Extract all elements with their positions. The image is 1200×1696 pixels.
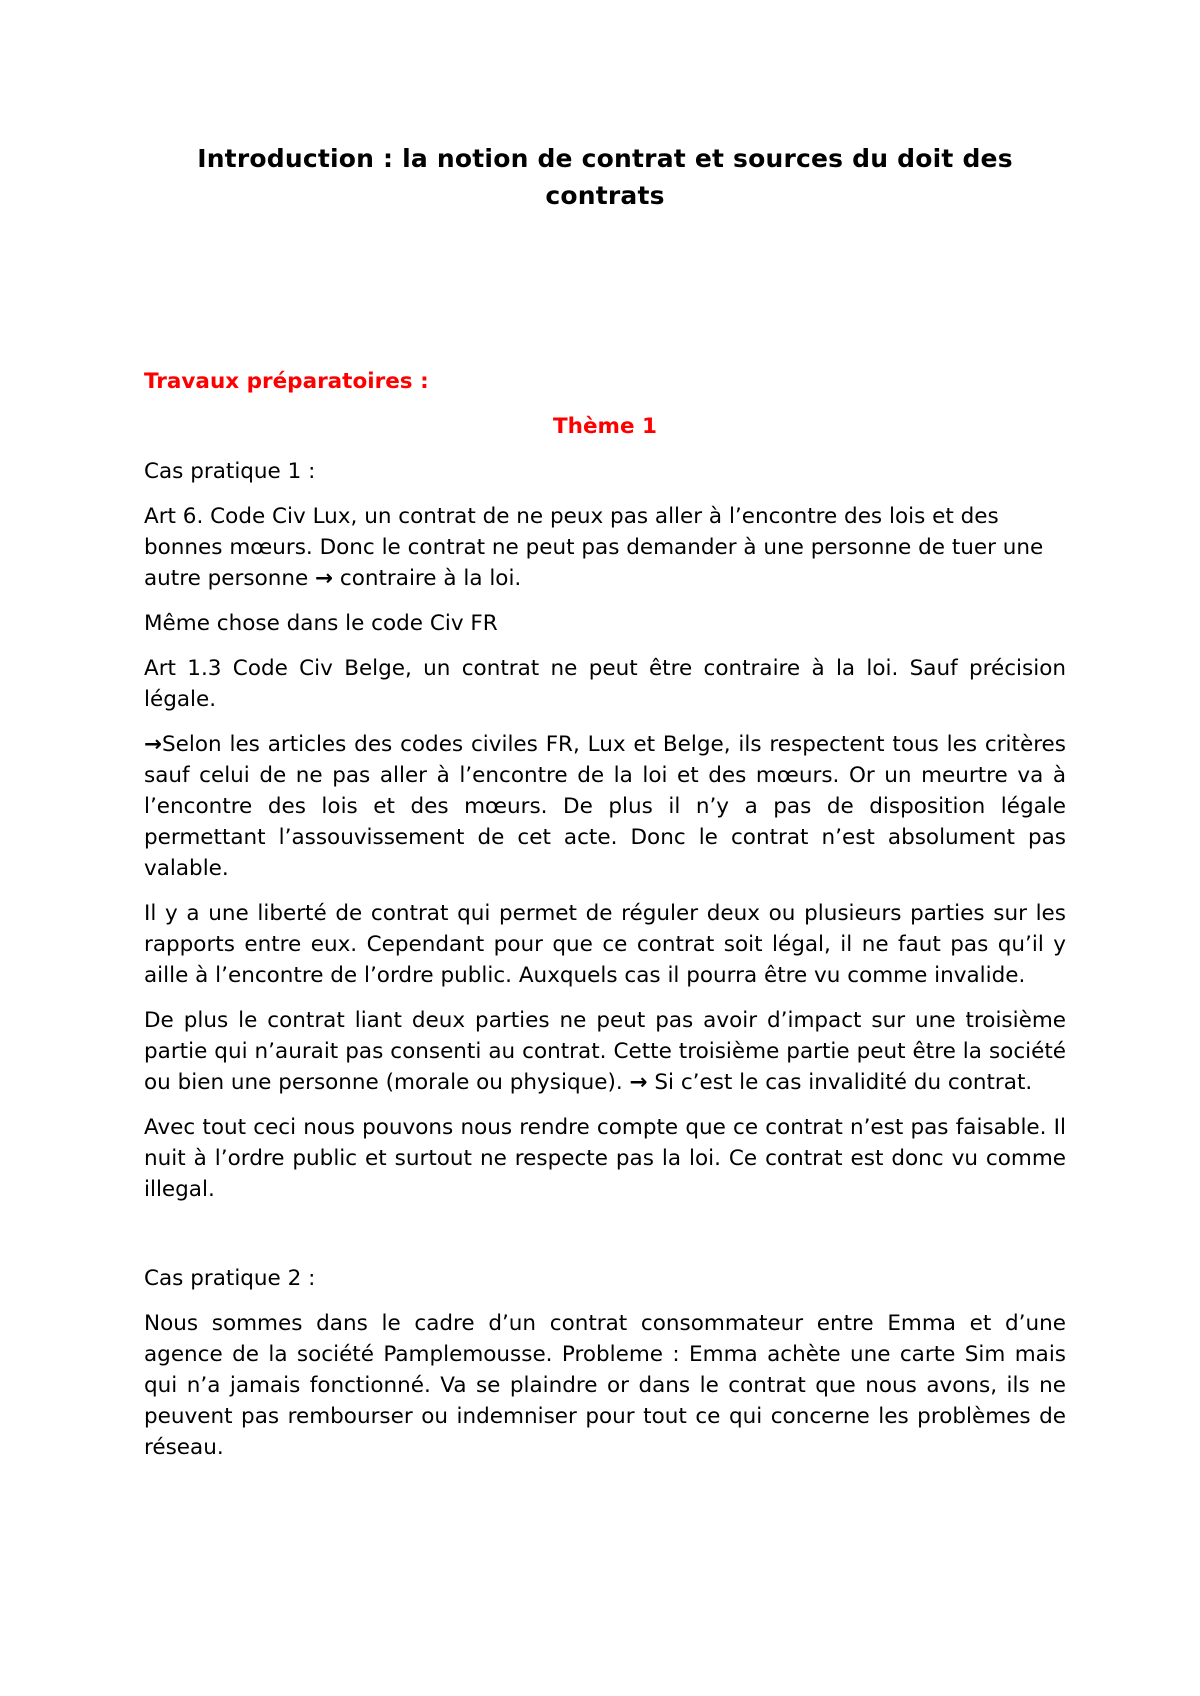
case1-paragraph-6: [144, 1005, 1066, 1098]
title-spacer: [144, 214, 1066, 366]
case1-p6-text-a: De plus le contrat liant deux parties ne peut pas avoir d’impact sur une troisième partie qui n’aurait pas consenti au contrat. Cette troisième partie peut être la société ou bien une personne (morale ou physique).: [144, 1008, 1066, 1095]
case1-title: Cas pratique 1 :: [144, 459, 316, 484]
case1-p4-text: Selon les articles des codes civiles FR, Lux et Belge, ils respectent tous les critères sauf celui de ne pas aller à l’encontre de la loi et des mœurs. Or un meurtre va à l’encontre des lois et des mœurs. De plus il n’y a pas de disposition légale permettant l’assouvissement de cet acte. Donc le contrat n’est absolument pas valable.: [144, 732, 1066, 881]
section-heading: Travaux préparatoires :: [144, 369, 429, 394]
document-body: [144, 140, 1066, 1477]
case2-title: Cas pratique 2 :: [144, 1266, 316, 1291]
case1-p1-text-a: Art 6. Code Civ Lux, un contrat de ne peux pas aller à l’encontre des lois et des bonnes mœurs. Donc le contrat ne peut pas demander à une personne de tuer une autre personne: [144, 504, 1044, 591]
arrow-icon: →: [629, 1070, 648, 1095]
arrow-icon: →: [144, 732, 163, 757]
case1-paragraph-2: Même chose dans le code Civ FR: [144, 611, 498, 636]
document-title: Introduction : la notion de contrat et sources du doit des contrats: [197, 144, 1013, 210]
case1-paragraph-5: Il y a une liberté de contrat qui permet de réguler deux ou plusieurs parties sur les rapports entre eux. Cependant pour que ce contrat soit légal, il ne faut pas qu’il y aille à l’encontre de l’ordre public. Auxquels cas il pourra être vu comme invalide.: [144, 901, 1066, 988]
case2-paragraph-1: Nous sommes dans le cadre d’un contrat consommateur entre Emma et d’une agence de la société Pamplemousse. Probleme : Emma achète une carte Sim mais qui n’a jamais fonctionné. Va se plaindre or dans le contrat que nous avons, ils ne peuvent pas rembourser ou indemniser pour tout ce qui concerne les problèmes de réseau.: [144, 1311, 1066, 1460]
case1-paragraph-7: Avec tout ceci nous pouvons nous rendre compte que ce contrat n’est pas faisable. Il nuit à l’ordre public et surtout ne respecte pas la loi. Ce contrat est donc vu comme illegal.: [144, 1115, 1066, 1202]
theme-heading: Thème 1: [553, 414, 657, 439]
arrow-icon: →: [315, 566, 334, 591]
case1-p6-text-b: Si c’est le cas invalidité du contrat.: [647, 1070, 1033, 1095]
case1-paragraph-1: [144, 501, 1066, 594]
case1-p1-text-b: contraire à la loi.: [333, 566, 522, 591]
case-spacer: [144, 1219, 1066, 1263]
case1-paragraph-4: [144, 729, 1066, 884]
case1-paragraph-3: Art 1.3 Code Civ Belge, un contrat ne peut être contraire à la loi. Sauf précision légale.: [144, 656, 1066, 712]
